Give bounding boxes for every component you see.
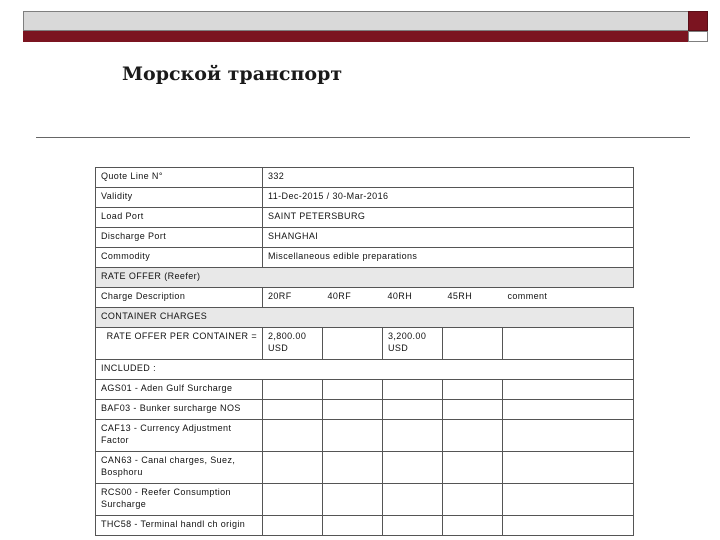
col-header-20rf: 20RF <box>268 291 292 301</box>
info-value: 11-Dec-2015 / 30-Mar-2016 <box>263 188 634 208</box>
section-header-row <box>96 360 634 380</box>
charge-description-header: Charge Description <box>96 288 263 308</box>
info-value: SAINT PETERSBURG <box>263 208 634 228</box>
rate-offer-label: RATE OFFER PER CONTAINER = <box>96 328 263 360</box>
info-value: Miscellaneous edible preparations <box>263 248 634 268</box>
info-value: 332 <box>263 168 634 188</box>
surcharge-label: RCS00 - Reefer Consumption Surcharge <box>96 484 263 516</box>
rate-comment <box>503 328 634 360</box>
info-label: Commodity <box>96 248 263 268</box>
header-accent-square-outline <box>688 31 708 42</box>
header-band <box>23 11 689 31</box>
col-header-40rh: 40RH <box>387 291 413 301</box>
surcharge-label: BAF03 - Bunker surcharge NOS <box>96 400 263 420</box>
rate-45rh <box>443 328 503 360</box>
section-header-row <box>96 268 634 288</box>
info-label: Discharge Port <box>96 228 263 248</box>
surcharge-label: CAF13 - Currency Adjustment Factor <box>96 420 263 452</box>
surcharge-row <box>96 420 634 452</box>
header-accent-square <box>688 11 708 31</box>
rate-row <box>96 328 634 360</box>
info-value: SHANGHAI <box>263 228 634 248</box>
rate-40rf <box>323 328 383 360</box>
column-header-row <box>96 288 634 308</box>
surcharge-row <box>96 452 634 484</box>
table-row <box>96 168 634 188</box>
rate-40rh: 3,200.00 USD <box>383 328 443 360</box>
table-row <box>96 248 634 268</box>
surcharge-label: AGS01 - Aden Gulf Surcharge <box>96 380 263 400</box>
rate-20rf: 2,800.00 USD <box>263 328 323 360</box>
info-label: Quote Line N° <box>96 168 263 188</box>
table-row <box>96 228 634 248</box>
info-label: Load Port <box>96 208 263 228</box>
quote-table <box>95 167 634 536</box>
container-charges-header: CONTAINER CHARGES <box>96 308 634 328</box>
title-divider <box>36 137 690 138</box>
surcharge-row <box>96 484 634 516</box>
section-header-row <box>96 308 634 328</box>
info-label: Validity <box>96 188 263 208</box>
table-row <box>96 188 634 208</box>
col-header-45rh: 45RH <box>447 291 473 301</box>
included-header: INCLUDED : <box>96 360 634 380</box>
col-header-40rf: 40RF <box>327 291 352 301</box>
rate-offer-header: RATE OFFER (Reefer) <box>96 268 634 288</box>
surcharge-row <box>96 516 634 536</box>
surcharge-row <box>96 380 634 400</box>
slide-title: Морской транспорт <box>122 63 343 85</box>
surcharge-label: CAN63 - Canal charges, Suez, Bosphoru <box>96 452 263 484</box>
header-accent-bar <box>23 31 689 42</box>
table-row <box>96 208 634 228</box>
col-header-comment: comment <box>507 291 548 301</box>
surcharge-label: THC58 - Terminal handl ch origin <box>96 516 263 536</box>
surcharge-row <box>96 400 634 420</box>
